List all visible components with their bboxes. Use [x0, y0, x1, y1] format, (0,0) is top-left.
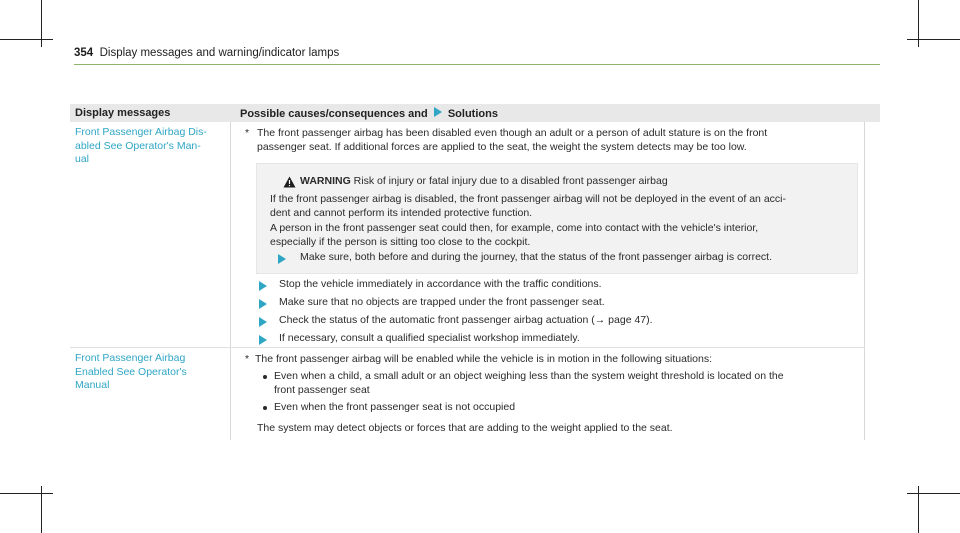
message-line: abled See Operator's Man- [75, 139, 201, 152]
arrow-right-icon [259, 335, 267, 345]
crop-mark [0, 493, 53, 494]
solution-step: Check the status of the automatic front passenger airbag actuation (→ page 47). [279, 314, 653, 326]
solution-step: Stop the vehicle immediately in accordance with the traffic conditions. [279, 278, 602, 290]
col-header-causes [240, 107, 498, 120]
warning-action: Make sure, both before and during the journey, that the status of the front passenger airbag is correct. [300, 251, 772, 263]
display-message-airbag-enabled [75, 352, 225, 393]
warning-label: WARNING [300, 175, 351, 187]
col-header-solutions-label: Solutions [447, 108, 498, 120]
table-right-edge [864, 122, 865, 440]
col-header-messages: Display messages [75, 107, 171, 119]
list-item [274, 370, 859, 397]
warning-triangle-icon [283, 176, 296, 188]
list-item-line: front passenger seat [274, 383, 370, 396]
cause-text [257, 127, 857, 154]
warning-title: Risk of injury or fatal injury due to a disabled front passenger airbag [353, 175, 668, 187]
message-line: Front Passenger Airbag Dis- [75, 126, 207, 138]
warning-paragraph-1 [270, 193, 855, 220]
closing-text: The system may detect objects or forces that are adding to the weight applied to the seat. [257, 422, 673, 434]
crop-mark [907, 493, 960, 494]
warning-paragraph-2 [270, 222, 855, 249]
crop-mark [907, 39, 960, 40]
cause-line: passenger seat. If additional forces are applied to the seat, the weight the system detects may be too low. [257, 140, 747, 153]
header-rule [74, 64, 880, 65]
col-header-causes-label: Possible causes/consequences and [240, 108, 428, 120]
optional-marker: * [245, 353, 250, 365]
message-line: Front Passenger Airbag [75, 352, 186, 364]
arrow-right-icon [259, 281, 267, 291]
warning-line: A person in the front passenger seat could then, for example, come into contact with the vehicle's interior, [270, 222, 759, 234]
row-divider [70, 347, 865, 348]
arrow-right-icon [278, 254, 286, 264]
message-line: ual [75, 153, 90, 165]
warning-line: especially if the person is sitting too close to the cockpit. [270, 235, 531, 248]
message-line: Enabled See Operator's [75, 365, 187, 378]
arrow-right-icon [259, 317, 267, 327]
crop-mark [0, 39, 53, 40]
column-divider [230, 122, 231, 440]
list-item-line: Even when a child, a small adult or an object weighing less than the system weight threshold is located on the [274, 370, 784, 382]
bullet-icon [263, 406, 267, 410]
page-title: Display messages and warning/indicator lamps [99, 47, 340, 59]
cause-line: The front passenger airbag has been disabled even though an adult or a person of adult stature is on the front [257, 127, 768, 139]
cause-text: The front passenger airbag will be enabled while the vehicle is in motion in the following situations: [255, 353, 713, 365]
bullet-icon [263, 375, 267, 379]
arrow-right-icon [259, 299, 267, 309]
message-line: Manual [75, 379, 110, 391]
solution-step: If necessary, consult a qualified specialist workshop immediately. [279, 332, 580, 344]
warning-line: dent and cannot perform its intended protective function. [270, 206, 533, 219]
page-header [74, 47, 339, 59]
warning-heading [300, 175, 850, 189]
list-item: Even when the front passenger seat is not occupied [274, 401, 516, 413]
optional-marker: * [245, 127, 250, 139]
warning-line: If the front passenger airbag is disabled, the front passenger airbag will not be deployed in the event of an acci- [270, 193, 786, 205]
arrow-right-icon [434, 107, 442, 117]
solution-step: Make sure that no objects are trapped under the front passenger seat. [279, 296, 605, 308]
page-number: 354 [74, 47, 94, 59]
display-message-airbag-disabled [75, 126, 225, 167]
